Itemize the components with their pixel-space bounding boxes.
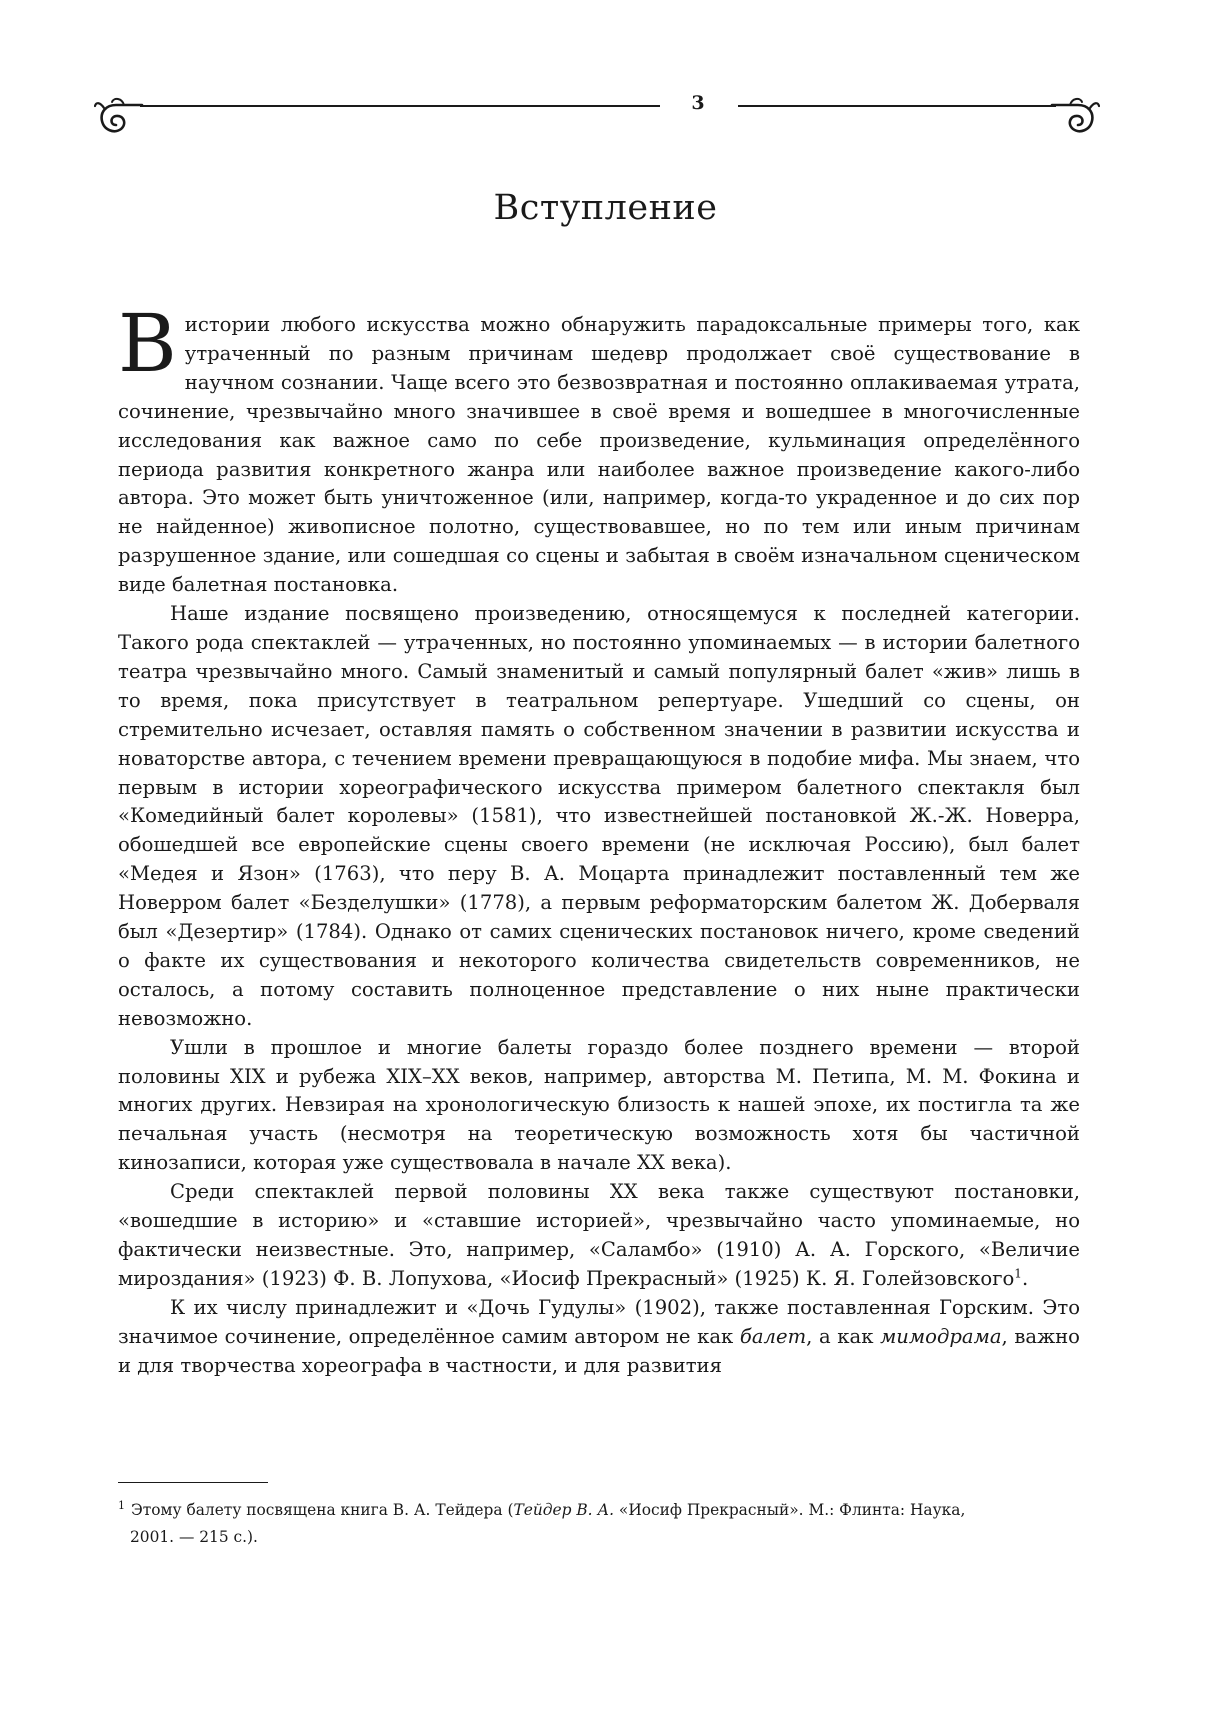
paragraph-5-text-c: , важно и для творчества хореографа в частности, и для развития <box>118 1324 1080 1377</box>
paragraph-3: Ушли в прошлое и многие балеты гораздо более позднего времени — второй половины XIX и рубежа XIX–XX веков, например, авторства М. Петипа, М. М. Фокина и многих других. Невзирая на хронологическую близость к нашей эпохе, их постигла та же печальная участь (несмотря на теоретическую возможность хотя бы частичной кинозаписи, которая уже существовала в начале XX века). <box>118 1035 1080 1175</box>
body-text <box>118 297 1080 1381</box>
italic-term-mimodrama: мимодрама <box>880 1324 1002 1348</box>
chapter-title: Вступление <box>493 188 718 228</box>
paragraph-5-text-a: К их числу принадлежит и «Дочь Гудулы» (1902), также поставленная Горским. Это значимое сочинение, определённое самим автором не как <box>118 1295 1080 1348</box>
paragraph-4-end: . <box>1021 1266 1029 1290</box>
drop-cap: В <box>118 297 177 390</box>
footnote-text-a: Этому балету посвящена книга В. А. Тейдера ( <box>131 1501 514 1519</box>
paragraph-4-text: Среди спектаклей первой половины XX века также существуют постановки, «вошедшие в историю» и «ставшие историей», чрезвычайно часто упоминаемые, но фактически неизвестные. Это, например, «Саламбо» (1910) А. А. Горского, «Величие мироздания» (1923) Ф. В. Лопухова, «Иосиф Прекрасный» (1925) К. Я. Голейзовского <box>118 1180 1080 1290</box>
header-rule-right <box>738 105 1056 107</box>
page-header <box>100 86 1096 146</box>
flourish-right-icon <box>1050 94 1100 140</box>
header-rule-left <box>140 105 660 107</box>
footnote <box>118 1497 1080 1551</box>
footnote-line-2: 2001. — 215 с.). <box>130 1528 258 1546</box>
paragraph-4 <box>118 1178 1080 1294</box>
paragraph-1 <box>118 297 1080 600</box>
footnote-reference[interactable]: 1 <box>1014 1266 1022 1281</box>
paragraph-2: Наше издание посвящено произведению, относящемуся к последней категории. Такого рода спектаклей — утраченных, но постоянно упоминаемых — в истории балетного театра чрезвычайно много. Самый знаменитый и самый популярный балет «жив» лишь в то время, пока присутствует в театральном репертуаре. Ушедший со сцены, он стремительно исчезает, оставляя память о собственном значении в развитии искусства и новаторстве автора, с течением времени превращающуюся в подобие мифа. Мы знаем, что первым в истории хореографического искусства примером балетного спектакля был «Комедийный балет королевы» (1581), что известнейшей постановкой Ж.-Ж. Новерра, обошедшей все европейские сцены своего времени (не исключая Россию), был балет «Медея и Язон» (1763), что перу В. А. Моцарта принадлежит поставленный тем же Новерром балет «Безделушки» (1778), а первым реформаторским балетом Ж. Доберваля был «Дезертир» (1784). Однако от самих сценических постановок ничего, кроме сведений о факте их существования и некоторого количества свидетельств современников, не осталось, а потому составить полноценное представление о них ныне практически невозможно. <box>118 602 1080 1030</box>
paragraph-5-text-b: , а как <box>806 1324 881 1348</box>
footnote-text-b: «Иосиф Прекрасный». М.: Флинта: Наука, <box>614 1501 966 1519</box>
footnote-mark: 1 <box>118 1498 125 1512</box>
flourish-left-icon <box>94 94 144 140</box>
footnote-rule <box>118 1482 268 1483</box>
paragraph-5 <box>118 1294 1080 1381</box>
paragraph-1-text: истории любого искусства можно обнаружить парадоксальные примеры того, как утраченный по разным причинам шедевр продолжает своё существование в научном сознании. Чаще всего это безвозвратная и постоянно оплакиваемая утрата, сочинение, чрезвычайно много значившее в своё время и вошедшее в многочисленные исследования как важное само по себе произведение, кульминация определённого периода развития конкретного жанра или наиболее важное произведение какого-либо автора. Это может быть уничтоженное (или, например, когда-то украденное и до сих пор не найденное) живописное полотно, существовавшее, но по тем или иным причинам разрушенное здание, или сошедшая со сцены и забытая в своём изначальном сценическом виде балетная постановка. <box>118 313 1080 597</box>
italic-term-ballet: балет <box>739 1324 807 1348</box>
page-number: 3 <box>691 92 705 114</box>
footnote-line-1 <box>118 1497 1080 1524</box>
footnote-author: Тейдер В. А. <box>513 1501 615 1519</box>
